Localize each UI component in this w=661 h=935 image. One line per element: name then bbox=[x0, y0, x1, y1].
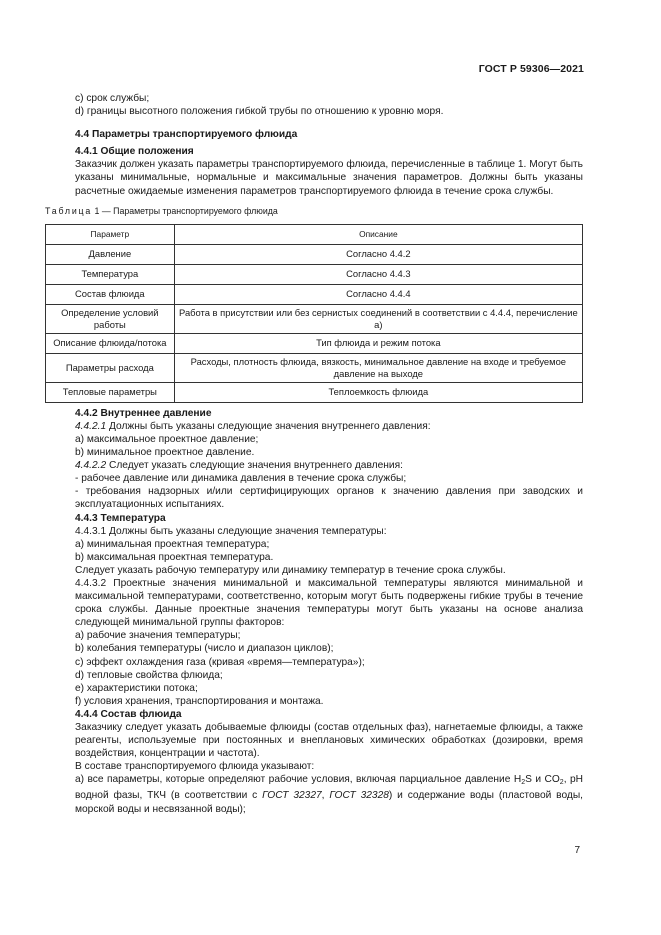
table-cell: Параметры расхода bbox=[46, 353, 175, 382]
table-row bbox=[46, 333, 583, 353]
list-item: b) минимальное проектное давление. bbox=[75, 447, 255, 459]
list-item: b) максимальная проектная температура. bbox=[75, 551, 274, 563]
list-item: f) условия хранения, транспортирования и монтажа. bbox=[75, 695, 324, 707]
list-item: - требования надзорных и/или сертифицирующих органов к значению давления при заводских и эксплуатационных испытаниях. bbox=[75, 486, 583, 511]
list-item: b) колебания температуры (число и диапазон циклов); bbox=[75, 643, 334, 655]
table-row bbox=[46, 382, 583, 402]
list-item bbox=[75, 773, 583, 815]
table-row bbox=[46, 284, 583, 304]
paragraph: Следует указать рабочую температуру или динамику температур в течение срока службы. bbox=[75, 564, 506, 576]
table-caption bbox=[45, 205, 583, 218]
page-number: 7 bbox=[574, 845, 580, 856]
list-item: d) границы высотного положения гибкой трубы по отношению к уровню моря. bbox=[75, 106, 444, 118]
list-item: - рабочее давление или динамика давления в течение срока службы; bbox=[75, 473, 407, 485]
subsection-heading: 4.4.3 Температура bbox=[75, 512, 166, 524]
subscript: 2 bbox=[521, 779, 526, 787]
section-heading: 4.4 Параметры транспортируемого флюида bbox=[75, 129, 298, 141]
subscript: 2 bbox=[559, 779, 564, 787]
table-cell: Согласно 4.4.4 bbox=[174, 284, 582, 304]
table-cell: Тепловые параметры bbox=[46, 382, 175, 402]
table-cell: Температура bbox=[46, 264, 175, 284]
table-cell: Теплоемкость флюида bbox=[174, 382, 582, 402]
standard-reference: ГОСТ 32327 bbox=[262, 790, 322, 802]
list-item: а) максимальное проектное давление; bbox=[75, 433, 259, 445]
list-item: с) эффект охлаждения газа (кривая «время—температура»); bbox=[75, 656, 365, 668]
parameters-table bbox=[45, 224, 583, 403]
paragraph: Заказчик должен указать параметры транспортируемого флюида, перечисленные в таблице 1. Могут быть указаны минимальные, нормальные и максимальные значения параметров. Должны быть указаны расчетные ожидаемые изменения параметров транспортируемого флюида в течение срока службы. bbox=[75, 159, 583, 197]
list-item: а) рабочие значения температуры; bbox=[75, 630, 241, 642]
text-run: S и CO bbox=[525, 774, 560, 786]
text-run: ) и содержание воды (пластовой воды, морской воды и несвязанной воды); bbox=[75, 790, 583, 815]
table-caption-label: Таблица bbox=[45, 205, 93, 216]
table-cell: Давление bbox=[46, 244, 175, 264]
paragraph bbox=[75, 459, 583, 472]
text-run: , pH водной фазы, ТКЧ (в соответствии с bbox=[75, 774, 583, 802]
paragraph bbox=[75, 420, 583, 433]
list-item: с) срок службы; bbox=[75, 93, 150, 104]
table-cell: Согласно 4.4.2 bbox=[174, 244, 582, 264]
table-cell: Состав флюида bbox=[46, 284, 175, 304]
table-cell: Тип флюида и режим потока bbox=[174, 333, 582, 353]
table-cell: Работа в присутствии или без сернистых соединений в соответствии с 4.4.4, перечисление а) bbox=[174, 304, 582, 333]
list-item: а) минимальная проектная температура; bbox=[75, 538, 270, 550]
clause-text: Следует указать следующие значения внутреннего давления: bbox=[106, 460, 403, 472]
table-row bbox=[46, 353, 583, 382]
paragraph: 4.4.3.2 Проектные значения минимальной и максимальной температуры являются минимальной и максимальной температурами, соответственно, которым могут быть подвержены гибкие трубы в течение срока службы. Данные проектные значения температуры могут быть указаны на основе анализа следующей минимальной группы факторов: bbox=[75, 577, 583, 629]
clause-number: 4.4.2.1 bbox=[75, 420, 107, 432]
table-row bbox=[46, 244, 583, 264]
list-item: е) характеристики потока; bbox=[75, 682, 198, 694]
paragraph: Заказчику следует указать добываемые флюиды (состав отдельных фаз), нагнетаемые флюиды, а также реагенты, используемые при постоянных и внеплановых химических обработках (дозировки, время воздействия, концентрации и частота). bbox=[75, 722, 583, 760]
table-header-desc: Описание bbox=[174, 224, 582, 244]
clause-text: Должны быть указаны следующие значения внутреннего давления: bbox=[106, 420, 431, 432]
table-header-param: Параметр bbox=[46, 224, 175, 244]
table-cell: Согласно 4.4.3 bbox=[174, 264, 582, 284]
table-cell: Расходы, плотность флюида, вязкость, минимальное давление на входе и требуемое давление на выходе bbox=[174, 353, 582, 382]
page-content bbox=[45, 92, 583, 816]
subsection-heading: 4.4.2 Внутреннее давление bbox=[75, 407, 212, 419]
clause-number: 4.4.2.2 bbox=[75, 460, 107, 472]
table-row bbox=[46, 304, 583, 333]
table-row bbox=[46, 264, 583, 284]
paragraph: В составе транспортируемого флюида указывают: bbox=[75, 761, 315, 773]
text-run: а) все параметры, которые определяют рабочие условия, включая парциальное давление H bbox=[75, 774, 522, 786]
subsection-heading: 4.4.4 Состав флюида bbox=[75, 708, 182, 720]
table-cell: Описание флюида/потока bbox=[46, 333, 175, 353]
standard-reference: ГОСТ 32328 bbox=[329, 790, 389, 802]
table-cell: Определение условий работы bbox=[46, 304, 175, 333]
list-item: d) тепловые свойства флюида; bbox=[75, 669, 223, 681]
text-run: , bbox=[321, 790, 330, 802]
document-id: ГОСТ Р 59306—2021 bbox=[478, 63, 584, 75]
paragraph: 4.4.3.1 Должны быть указаны следующие значения температуры: bbox=[75, 525, 387, 537]
table-caption-text: 1 — Параметры транспортируемого флюида bbox=[94, 205, 278, 216]
subsection-heading: 4.4.1 Общие положения bbox=[75, 146, 194, 158]
